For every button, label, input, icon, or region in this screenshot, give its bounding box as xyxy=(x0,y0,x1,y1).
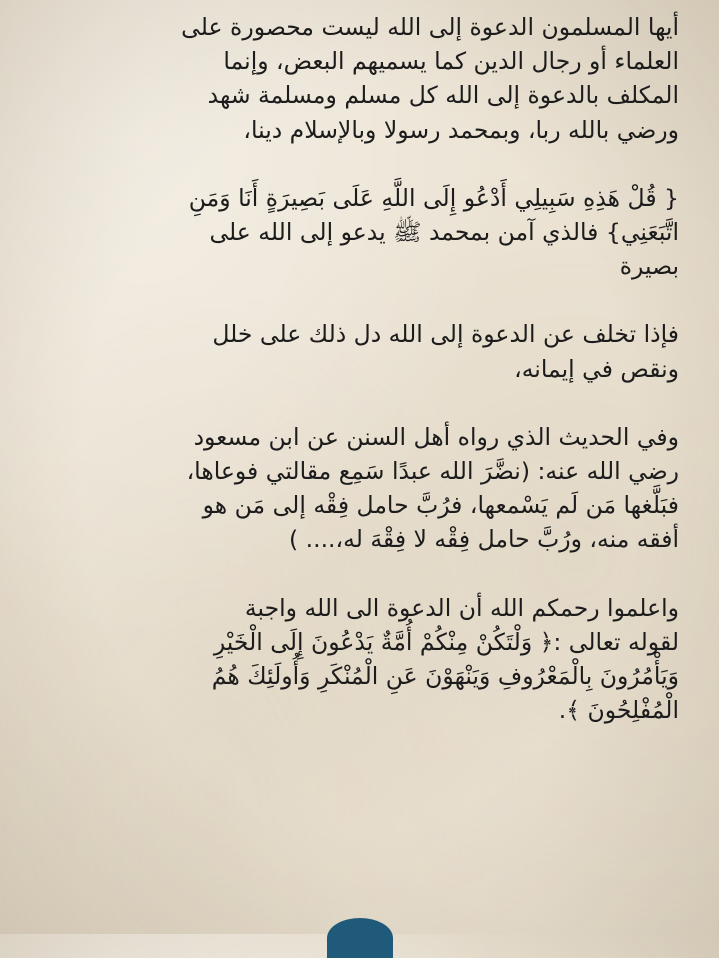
paragraph-hadith: وفي الحديث الذي رواه أهل السنن عن ابن مسعود رضي الله عنه: (نضَّرَ الله عبدًا سَمِع مقالتي فوعاها، فبَلَّغها مَن لَم يَسْمعها، فرُبَّ حامل فِقْه إلى مَن هو أفقه منه، ورُبَّ حامل فِقْه لا فِقْهَ له،.... ) xyxy=(186,422,679,554)
paragraph-quran-verse-ummah: واعلموا رحمكم الله أن الدعوة الى الله واجبة لقوله تعالى :﴿ وَلْتَكُنْ مِنْكُمْ أُمَّةٌ يَدْعُونَ إِلَى الْخَيْرِ وَيَأْمُرُونَ بِالْمَعْرُوفِ وَيَنْهَوْنَ عَنِ الْمُنْكَرِ وَأُولَئِكَ هُمُ الْمُفْلِحُونَ ﴾. xyxy=(211,593,679,725)
document-text xyxy=(44,10,679,727)
paragraph-call-to-dawah: أيها المسلمون الدعوة إلى الله ليست محصورة على العلماء أو رجال الدين كما يسميهم البعض، وإنما المكلف بالدعوة إلى الله كل مسلم ومسلمة شهد ورضي بالله ربا، وبمحمد رسولا وبالإسلام دينا، xyxy=(181,13,679,144)
bottom-tab-handle[interactable] xyxy=(327,918,393,958)
paragraph-quran-verse-basira: { قُلْ هَذِهِ سَبِيلِي أَدْعُو إِلَى اللَّهِ عَلَى بَصِيرَةٍ أَنَا وَمَنِ اتَّبَعَنِي} فالذي آمن بمحمد ﷺ يدعو إلى الله على بصيرة xyxy=(188,183,679,281)
paragraph-faith-deficiency: فإذا تخلف عن الدعوة إلى الله دل ذلك على خلل ونقص في إيمانه، xyxy=(212,320,679,383)
